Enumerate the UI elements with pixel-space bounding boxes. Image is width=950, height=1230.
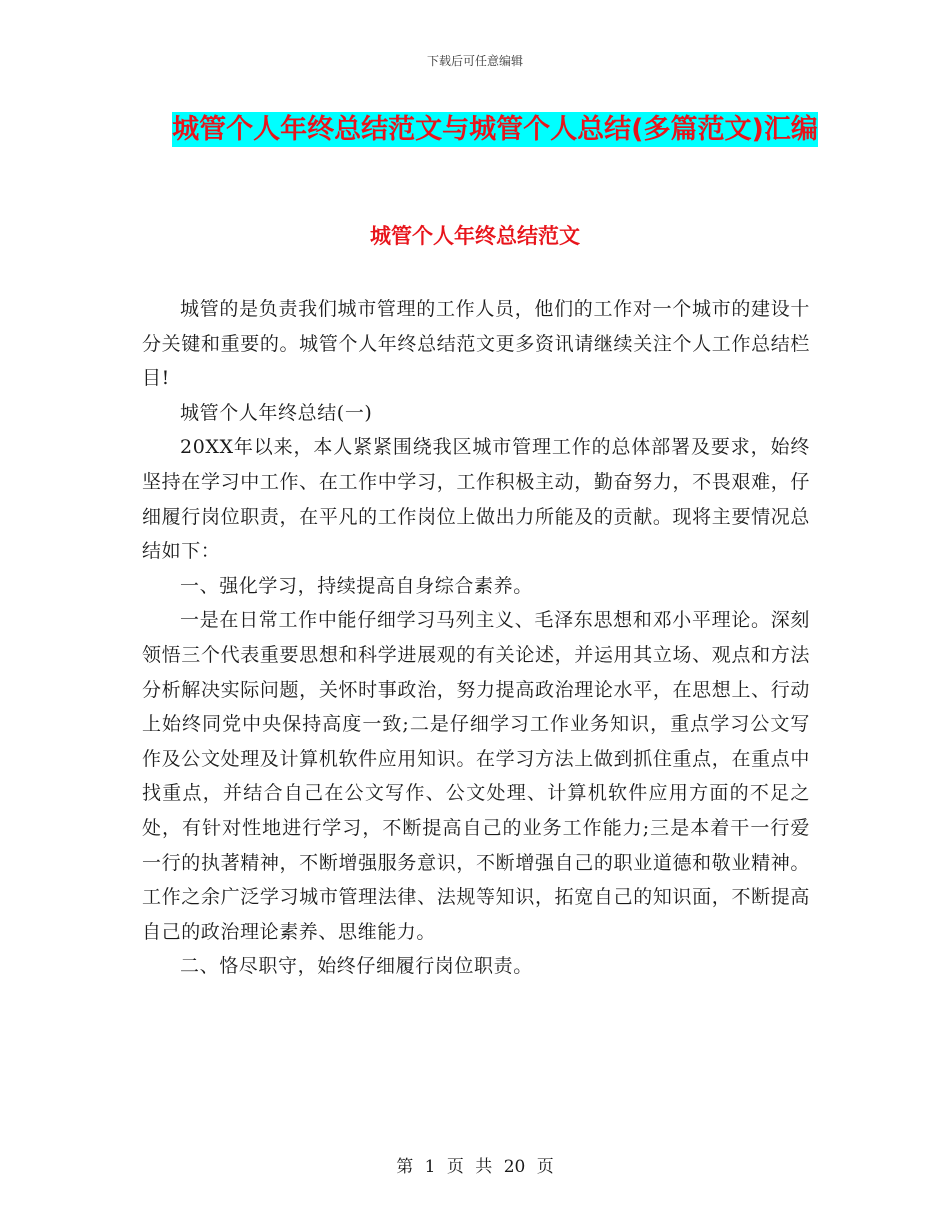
paragraph-intro: 城管的是负责我们城市管理的工作人员，他们的工作对一个城市的建设十分关键和重要的。城管个人年终总结范文更多资讯请继续关注个人工作总结栏目!: [142, 298, 810, 390]
section-title: 城管个人年终总结范文: [370, 224, 580, 248]
paragraph-subheading: 城管个人年终总结(一): [180, 401, 373, 424]
paragraph-overview: 20XX年以来，本人紧紧围绕我区城市管理工作的总体部署及要求，始终坚持在学习中工作、在工作中学习，工作积极主动，勤奋努力，不畏艰难，仔细履行岗位职责，在平凡的工作岗位上做出力所能及的贡献。现将主要情况总结如下：: [142, 436, 810, 563]
header-note: 下载后可任意编辑: [426, 54, 523, 68]
document-title: [150, 106, 840, 154]
page-footer: 第 1 页 共 20 页: [396, 1157, 554, 1177]
paragraph-heading-two: 二、恪尽职守，始终仔细履行岗位职责。: [180, 955, 533, 978]
document-body: [142, 292, 810, 984]
paragraph-study: 一是在日常工作中能仔细学习马列主义、毛泽东思想和邓小平理论。深刻领悟三个代表重要思想和科学进展观的有关论述，并运用其立场、观点和方法分析解决实际问题，关怀时事政治，努力提高政治理论水平，在思想上、行动上始终同党中央保持高度一致;二是仔细学习工作业务知识，重点学习公文写作及公文处理及计算机软件应用知识。在学习方法上做到抓住重点，在重点中找重点，并结合自己在公文写作、公文处理、计算机软件应用方面的不足之处，有针对性地进行学习，不断提高自己的业务工作能力;三是本着干一行爱一行的执著精神，不断增强服务意识，不断增强自己的职业道德和敬业精神。工作之余广泛学习城市管理法律、法规等知识，拓宽自己的知识面，不断提高自己的政治理论素养、思维能力。: [142, 609, 810, 943]
document-title-text: 城管个人年终总结范文与城管个人总结(多篇范文)汇编: [172, 114, 818, 145]
paragraph-heading-one: 一、强化学习，持续提高自身综合素养。: [180, 574, 533, 597]
